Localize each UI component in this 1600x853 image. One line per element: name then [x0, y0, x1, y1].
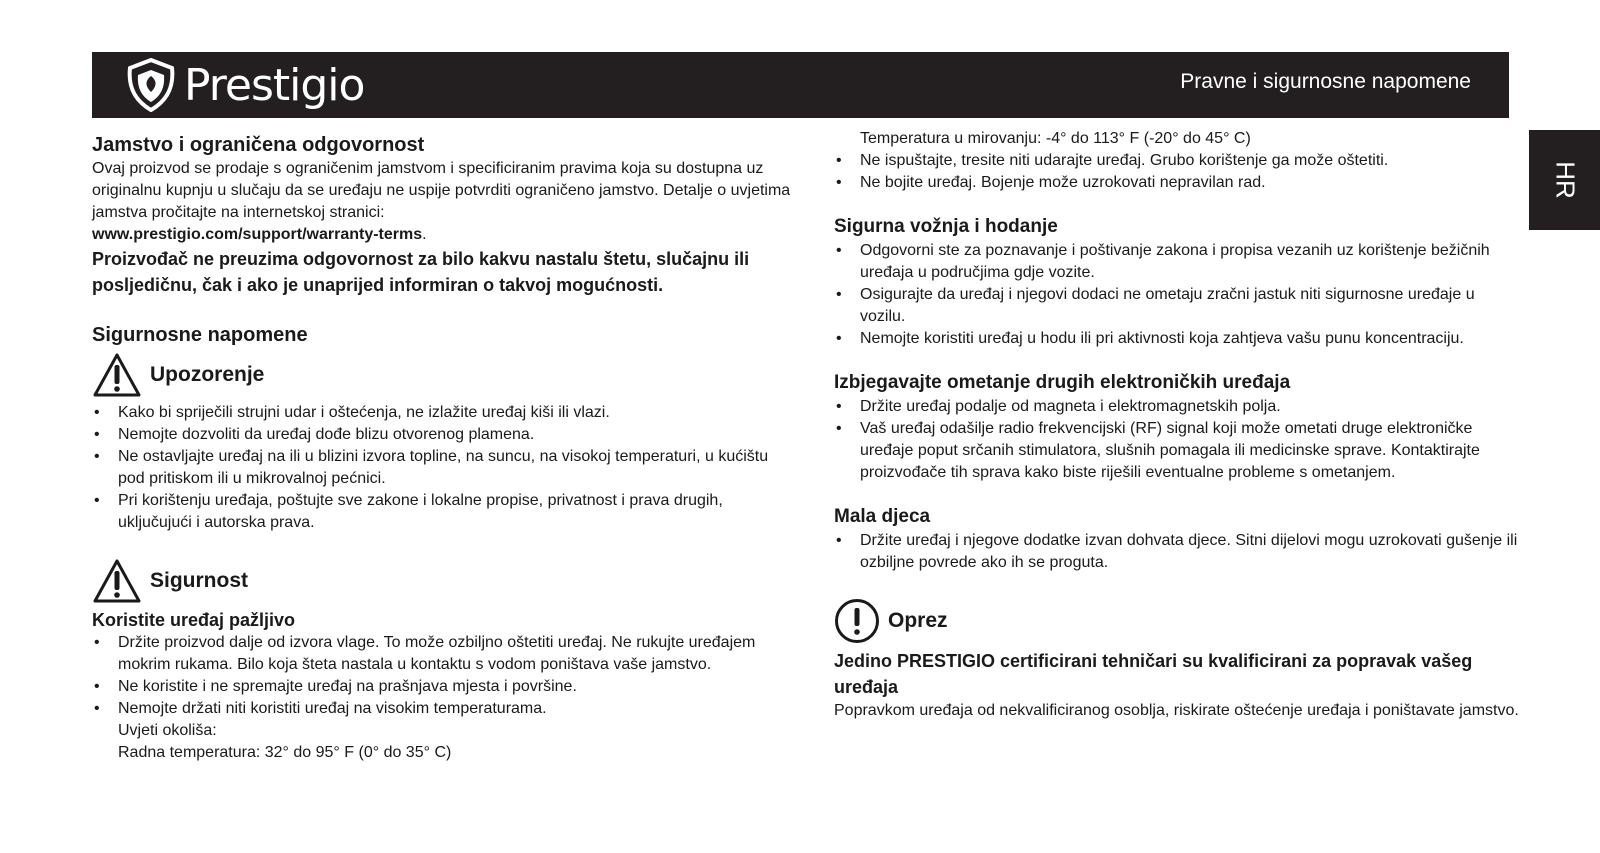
safety-list: [92, 632, 792, 764]
list-item: [92, 698, 792, 764]
env-conditions-label: Uvjeti okoliša:: [118, 722, 217, 739]
careful-use-subheading: Koristite uređaj pažljivo: [92, 610, 296, 630]
list-item: • Držite proizvod dalje od izvora vlage. To može ozbiljno oštetiti uređaj. Ne rukujte uređajem mokrim rukama. Bilo koja šteta nastala u kontaktu s vodom poništava vaše jamstvo.: [92, 632, 792, 676]
caution-heading: Oprez: [888, 609, 948, 632]
safety-heading: Sigurnost: [150, 569, 248, 592]
list-item: • Ne bojite uređaj. Bojenje može uzrokovati nepravilan rad.: [834, 172, 1524, 194]
brand-logo-text: Prestigio: [184, 59, 365, 111]
high-temp-text: Nemojte držati niti koristiti uređaj na visokim temperaturama.: [118, 700, 547, 717]
operating-temperature: Radna temperatura: 32° do 95° F (0° do 35° C): [118, 744, 452, 761]
language-tab-label: HR: [1550, 161, 1580, 199]
driving-list: [834, 240, 1524, 350]
interference-heading: Izbjegavajte ometanje drugih elektroničkih uređaja: [834, 372, 1291, 393]
list-item: • Vaš uređaj odašilje radio frekvencijski (RF) signal koji može ometati druge elektroničke uređaje poput srčanih stimulatora, slušnih pomagala ili medicinske sprave. Kontaktirajte proizvođače tih sprava kako biste riješili eventualne probleme s ometanjem.: [834, 418, 1524, 484]
warning-list: [92, 402, 792, 534]
list-item: • Odgovorni ste za poznavanje i poštivanje zakona i propisa vezanih uz korištenje bežičnih uređaja u područjima gdje vozite.: [834, 240, 1524, 284]
safety-header: [92, 554, 792, 608]
warranty-body-text: Ovaj proizvod se prodaje s ograničenim jamstvom i specificiranim pravima koja su dostupna uz originalnu kupnju u slučaju da se uređaju ne uspije potvrditi ograničeno jamstvo. Detalje o uvjetima jamstva pročitajte na internetskoj stranici:: [92, 160, 791, 221]
warning-triangle-icon: [92, 558, 142, 604]
caution-subheading: Jedino PRESTIGIO certificirani tehničari su kvalificirani za popravak vašeg uređaja: [834, 651, 1473, 697]
right-column: [834, 128, 1524, 722]
interference-list: [834, 396, 1524, 484]
brand-logo: [124, 58, 364, 112]
list-item: • Nemojte dozvoliti da uređaj dođe blizu otvorenog plamena.: [92, 424, 792, 446]
warning-header: [92, 348, 792, 402]
warranty-heading: Jamstvo i ograničena odgovornost: [92, 134, 425, 156]
list-item: • Pri korištenju uređaja, poštujte sve zakone i lokalne propise, privatnost i prava drugih, uključujući i autorska prava.: [92, 490, 792, 534]
list-item: • Kako bi spriječili strujni udar i oštećenja, ne izlažite uređaj kiši ili vlazi.: [92, 402, 792, 424]
exclamation-circle-icon: [834, 598, 880, 644]
list-item: • Osigurajte da uređaj i njegovi dodaci ne ometaju zračni jastuk niti sigurnosne uređaje u vozilu.: [834, 284, 1524, 328]
left-column: [92, 132, 792, 764]
children-heading: Mala djeca: [834, 506, 931, 527]
warranty-link[interactable]: www.prestigio.com/support/warranty-terms: [92, 226, 423, 243]
list-item: • Ne koristite i ne spremajte uređaj na prašnjava mjesta i površine.: [92, 676, 792, 698]
warranty-link-suffix: .: [422, 226, 427, 243]
list-item: • Nemojte koristiti uređaj u hodu ili pri aktivnosti koja zahtjeva vašu punu koncentraciju.: [834, 328, 1524, 350]
children-list: [834, 530, 1524, 574]
driving-heading: Sigurna vožnja i hodanje: [834, 216, 1058, 237]
caution-body: Popravkom uređaja od nekvalificiranog osoblja, riskirate oštećenje uređaja i poništavate jamstvo.: [834, 702, 1519, 719]
page-title: Pravne i sigurnosne napomene: [1180, 70, 1471, 93]
warranty-body: [92, 158, 792, 246]
language-tab: [1529, 130, 1600, 230]
list-item: • Ne ispuštajte, tresite niti udarajte uređaj. Grubo korištenje ga može oštetiti.: [834, 150, 1524, 172]
warning-heading: Upozorenje: [150, 363, 265, 386]
list-item: • Držite uređaj podalje od magneta i elektromagnetskih polja.: [834, 396, 1524, 418]
liability-disclaimer: Proizvođač ne preuzima odgovornost za bilo kakvu nastalu štetu, slučajnu ili posljedičnu, čak i ako je unaprijed informiran o takvoj mogućnosti.: [92, 249, 750, 295]
list-item: • Držite uređaj i njegove dodatke izvan dohvata djece. Sitni dijelovi mogu uzrokovati gušenje ili ozbiljne povrede ako ih se proguta.: [834, 530, 1524, 574]
storage-temperature: Temperatura u mirovanju: -4° do 113° F (-20° do 45° C): [860, 130, 1251, 147]
safety-list-continued: [834, 150, 1524, 194]
list-item: • Ne ostavljajte uređaj na ili u blizini izvora topline, na suncu, na visokoj temperaturi, u kućištu pod pritiskom ili u mikrovalnoj pećnici.: [92, 446, 792, 490]
warning-triangle-icon: [92, 352, 142, 398]
header-bar: [92, 52, 1509, 118]
caution-header: [834, 594, 1524, 648]
prestigio-shield-icon: [124, 58, 178, 112]
safety-notes-heading: Sigurnosne napomene: [92, 324, 308, 346]
